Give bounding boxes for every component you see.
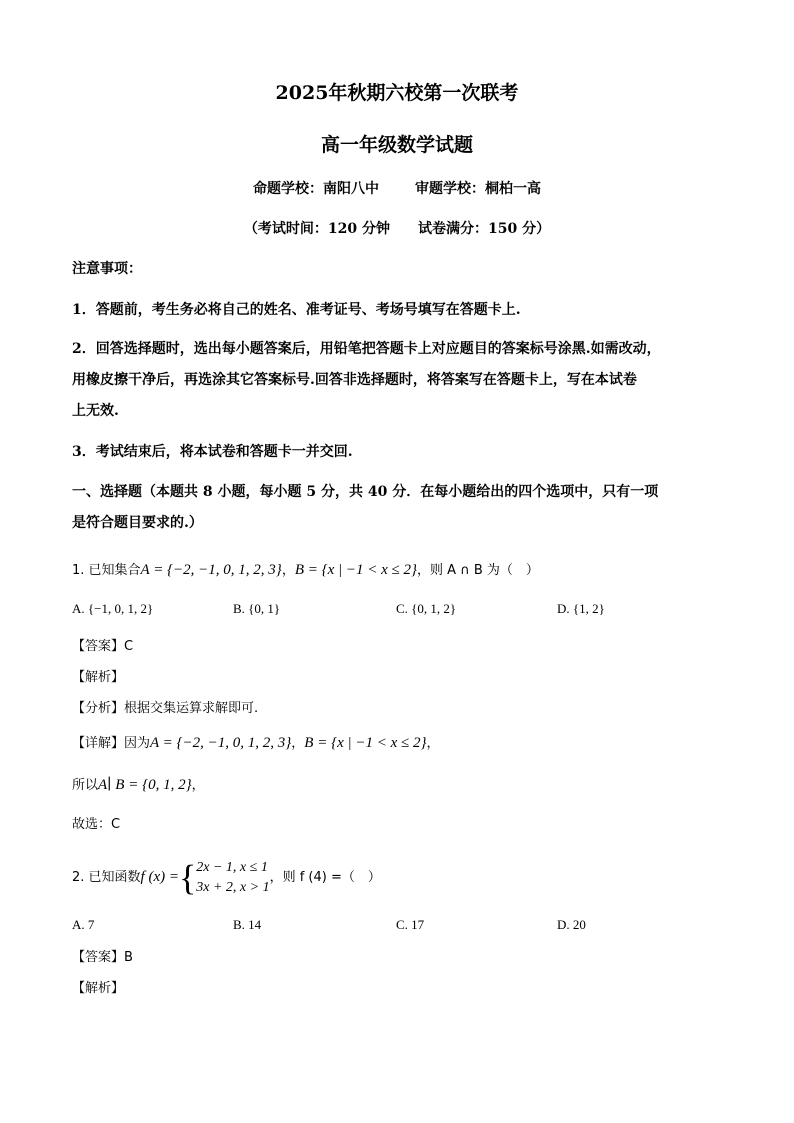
notes-item-2-line-1: 2．回答选择题时，选出每小题答案后，用铅笔把答题卡上对应题目的答案标号涂黑.如需改动， xyxy=(72,341,661,357)
question-1-analysis-tag: 【解析】 xyxy=(72,670,125,685)
question-1-detail-set-a: A = {−2, −1, 0, 1, 2, 3} xyxy=(150,735,292,751)
notes-item-1: 1．答题前，考生务必将自己的姓名、准考证号、考场号填写在答题卡上. xyxy=(72,302,521,318)
question-1-option-a: A. {−1, 0, 1, 2} xyxy=(72,601,154,616)
notes-item-2-line-3: 上无效. xyxy=(72,403,119,419)
question-1-sep: ， xyxy=(281,563,295,578)
section-1-line-2: 是符合题目要求的.） xyxy=(72,515,203,531)
question-1-choice: 故选：C xyxy=(72,817,121,832)
question-1-set-b: B = {x | −1 < x ≤ 2} xyxy=(294,562,418,578)
question-1-option-b: B. {0, 1} xyxy=(233,601,281,616)
question-2-suffix: ，则 f (4) =（ ） xyxy=(269,870,381,885)
question-1-so-expr: A∣ B = {0, 1, 2} xyxy=(98,777,192,793)
question-1-option-d: D. {1, 2} xyxy=(557,601,605,616)
question-2-answer: 【答案】B xyxy=(72,950,133,965)
question-1-suffix: ，则 A ∩ B 为（ ） xyxy=(417,563,539,578)
question-2-func: f (x) = xyxy=(140,869,179,885)
question-1-detail-set-b: B = {x | −1 < x ≤ 2} xyxy=(304,735,427,751)
question-1-set-a: A = {−2, −1, 0, 1, 2, 3} xyxy=(140,562,282,578)
question-1-prefix: 1. 已知集合 xyxy=(72,563,141,578)
section-1-line-1: 一、选择题（本题共 8 小题，每小题 5 分，共 40 分．在每小题给出的四个选项中，只有一项 xyxy=(72,484,659,500)
exam-title: 2025年秋期六校第一次联考 xyxy=(275,82,519,104)
question-2-option-a: A. 7 xyxy=(72,917,95,932)
question-2-option-c: C. 17 xyxy=(396,917,425,932)
question-1-so-prefix: 所以 xyxy=(72,778,99,793)
setter-school: 命题学校：南阳八中 xyxy=(253,181,379,197)
question-1-so-end: ， xyxy=(191,778,205,793)
reviewer-school: 审题学校：桐柏一高 xyxy=(415,181,541,197)
question-1-detail-sep: ， xyxy=(291,736,305,751)
question-2-case-1: 2x − 1, x ≤ 1 xyxy=(196,859,268,875)
question-2-cases xyxy=(196,858,269,898)
question-1-conclusion xyxy=(72,775,732,796)
piecewise-brace: { xyxy=(178,857,197,898)
question-2-option-d: D. 20 xyxy=(557,917,586,932)
question-2-case-2: 3x + 2, x > 1 xyxy=(196,879,270,895)
question-1-option-c: C. {0, 1, 2} xyxy=(396,601,457,616)
question-1-detail xyxy=(72,733,732,754)
notes-item-2-line-2: 用橡皮擦干净后，再选涂其它答案标号.回答非选择题时，将答案写在答题卡上，写在本试卷 xyxy=(72,372,637,388)
question-1-detail-end: ， xyxy=(426,736,440,751)
question-1-fenxi: 【分析】根据交集运算求解即可. xyxy=(72,701,259,716)
question-2-prefix: 2. 已知函数 xyxy=(72,870,141,885)
question-1-answer: 【答案】C xyxy=(72,639,134,654)
notes-heading: 注意事项： xyxy=(72,261,142,277)
question-2-option-b: B. 14 xyxy=(233,917,262,932)
question-2-analysis-tag: 【解析】 xyxy=(72,981,125,996)
exam-info: （考试时间：120 分钟 试卷满分：150 分） xyxy=(243,221,551,237)
school-info xyxy=(0,178,794,198)
question-1-detail-prefix: 【详解】因为 xyxy=(72,736,151,751)
question-1 xyxy=(72,560,732,581)
notes-item-3: 3．考试结束后，将本试卷和答题卡一并交回. xyxy=(72,444,353,460)
question-2 xyxy=(72,855,732,900)
exam-subtitle: 高一年级数学试题 xyxy=(320,134,473,156)
